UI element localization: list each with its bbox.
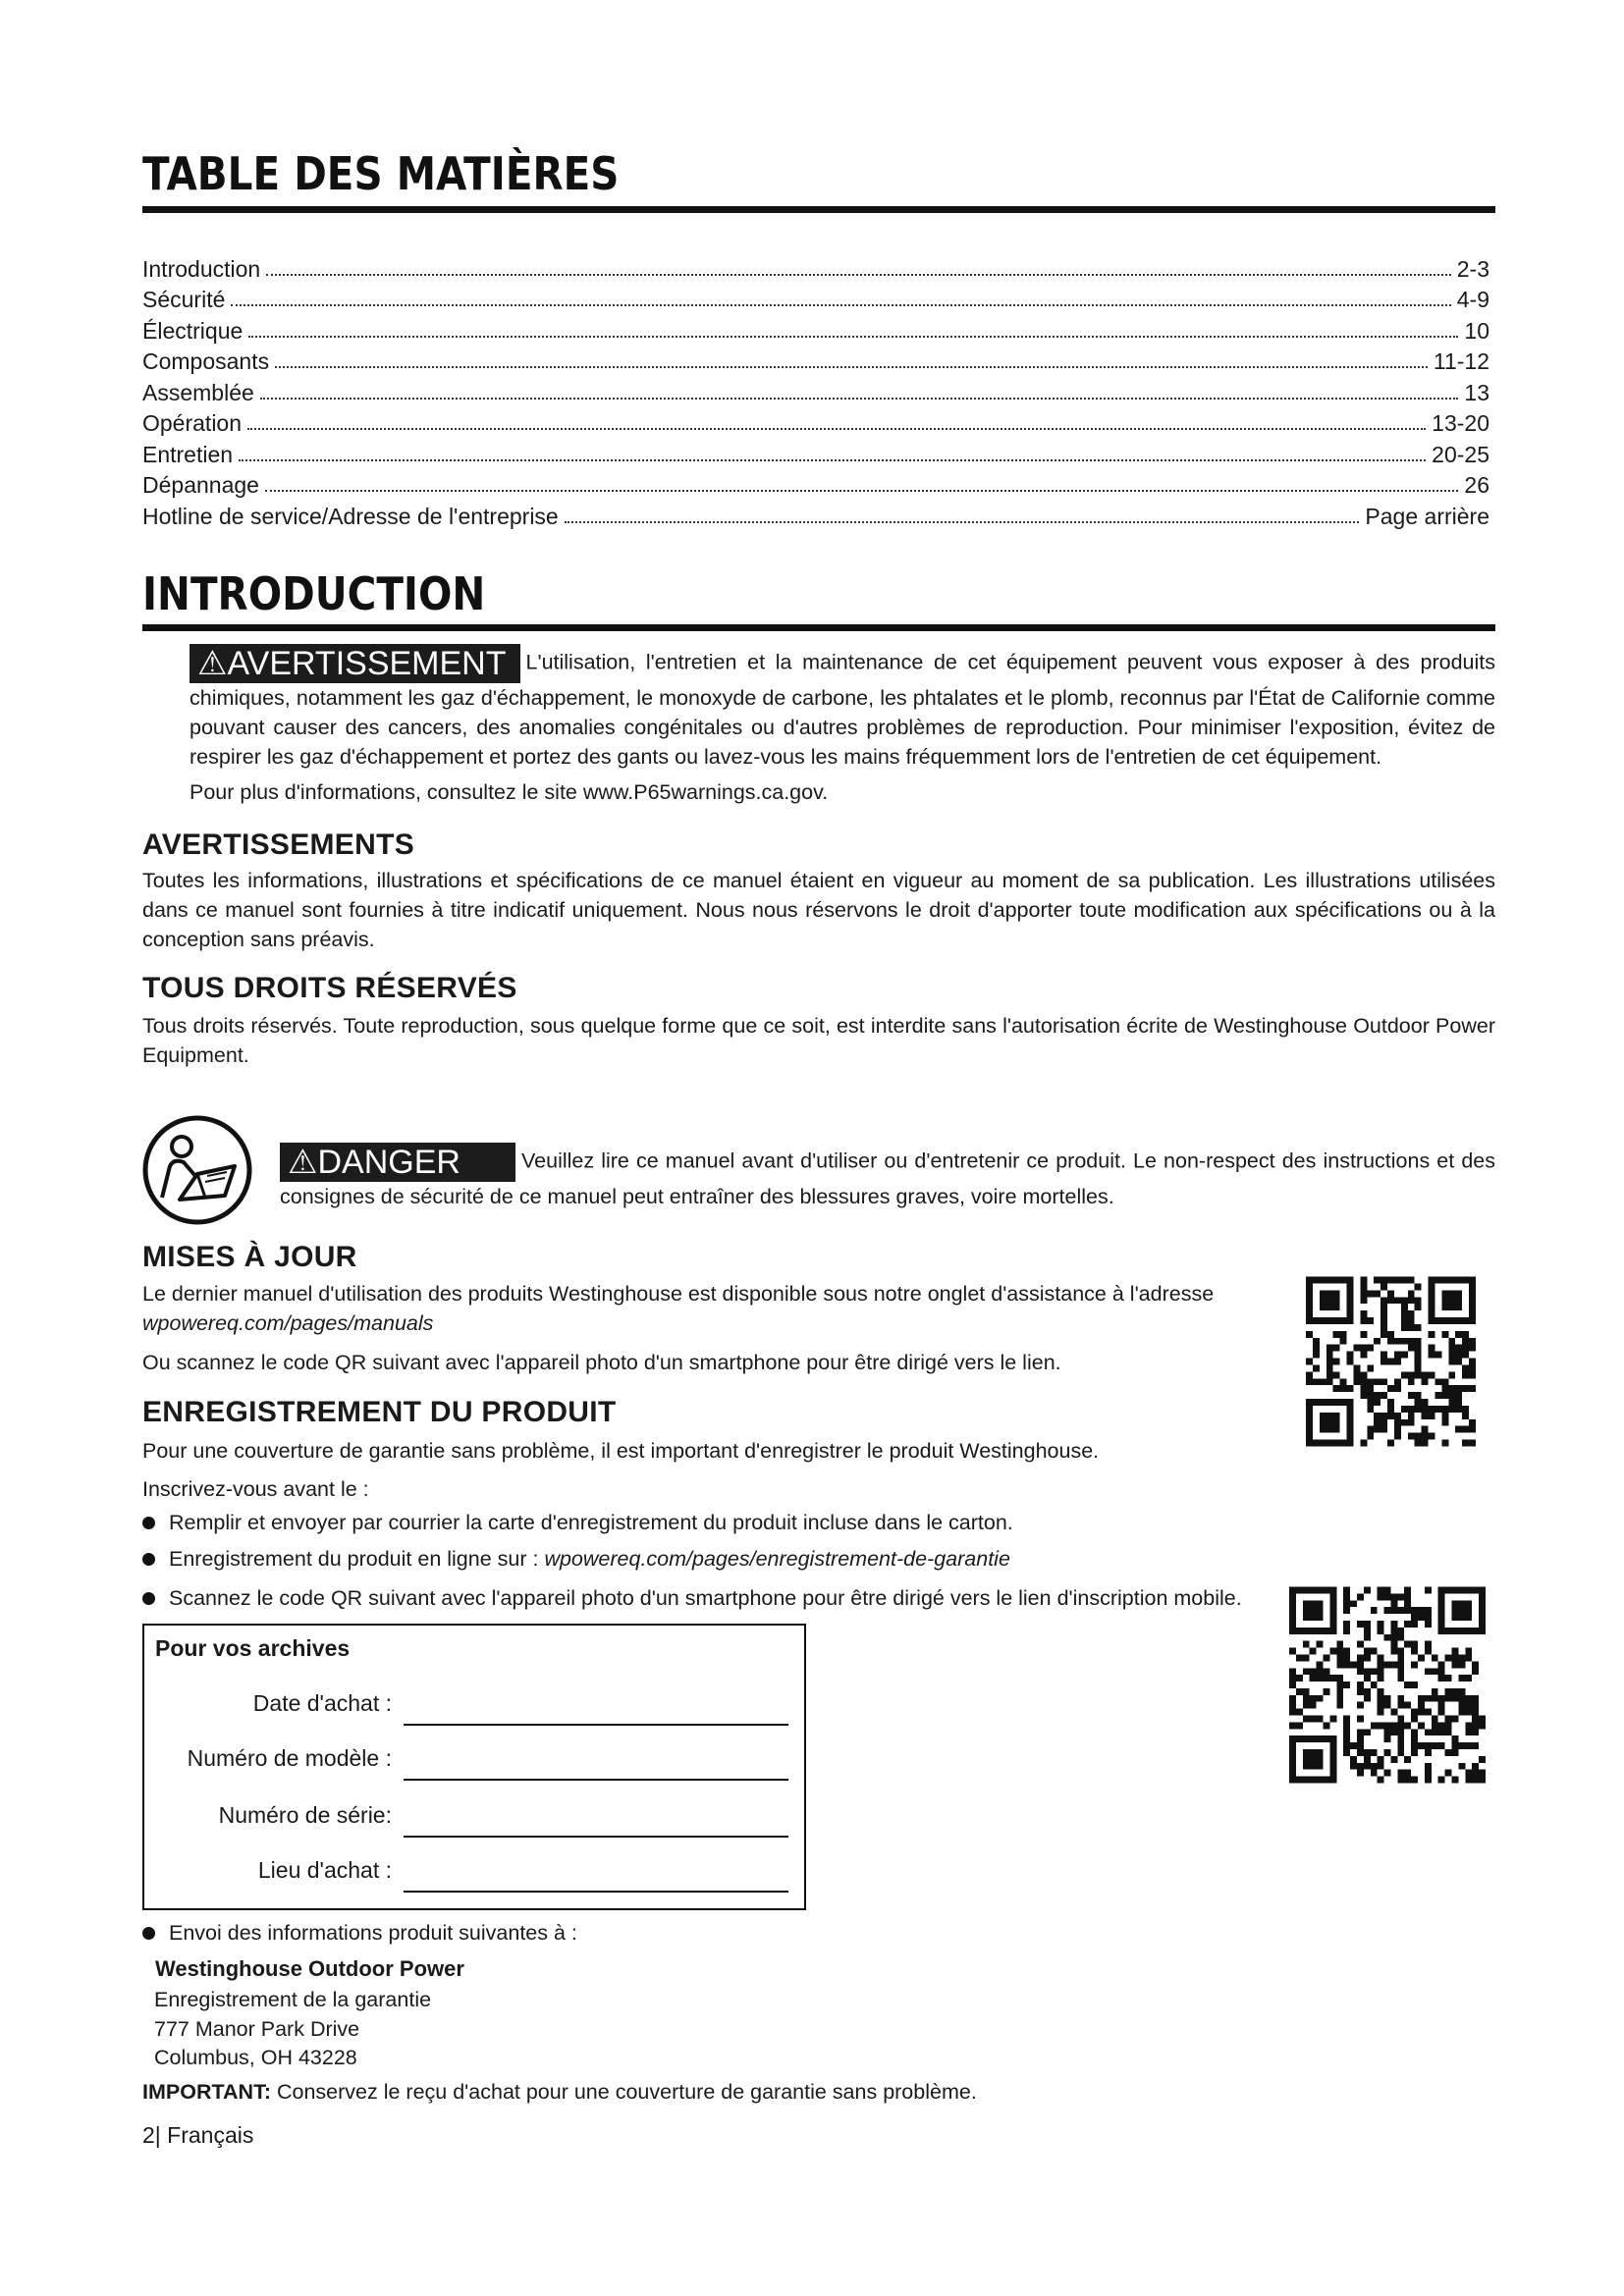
read-manual-icon	[140, 1113, 254, 1227]
intro-rule	[142, 624, 1495, 631]
bullet-scan-text: Scannez le code QR suivant avec l'appareil photo d'un smartphone pour être dirigé vers le lien d'inscription mobile.	[169, 1586, 1242, 1610]
toc-entry-page: 11-12	[1433, 348, 1489, 374]
toc-entry-page: 26	[1464, 472, 1489, 498]
toc-entry-label: Dépannage	[142, 472, 259, 498]
toc-entry[interactable]	[142, 499, 1489, 530]
danger-text: Veuillez lire ce manuel avant d'utiliser ou d'entretenir ce produit. Le non-respect des instructions et des consignes de sécurité de ce manuel peut entraîner des blessures graves, voire mortelles.	[280, 1148, 1495, 1208]
danger-triangle-icon: ⚠	[288, 1144, 318, 1181]
warning-badge	[189, 644, 520, 683]
danger-notice	[280, 1143, 1495, 1211]
mail-address-line3: Columbus, OH 43228	[154, 2046, 357, 2069]
serial-number-field[interactable]	[404, 1836, 788, 1838]
toc-entry-label: Électrique	[142, 317, 244, 344]
toc-entry[interactable]	[142, 313, 1489, 345]
mail-address	[154, 1986, 431, 2073]
droits-text: Tous droits réservés. Toute reproduction, sous quelque forme que ce soit, est interdite sans l'autorisation écrite de Westinghouse Outdoor Power Equipment.	[142, 1014, 1495, 1067]
toc-entry-page: 10	[1464, 317, 1489, 344]
important-label: IMPORTANT:	[142, 2080, 271, 2104]
toc-leader-dots	[266, 274, 1451, 276]
bullet-icon	[142, 1517, 155, 1529]
prop65-warning	[189, 644, 1495, 807]
enregistrement-intro: Pour une couverture de garantie sans problème, il est important d'enregistrer le produit Westinghouse.	[142, 1439, 1100, 1463]
toc-entry-page: 2-3	[1456, 255, 1489, 282]
model-number-field[interactable]	[404, 1779, 788, 1781]
purchase-place-field[interactable]	[404, 1891, 788, 1893]
toc-entry[interactable]	[142, 468, 1489, 500]
page-language: Français	[167, 2122, 254, 2148]
toc-entry-label: Opération	[142, 410, 243, 436]
toc-entry-label: Composants	[142, 348, 270, 374]
mises-a-jour-scan: Ou scannez le code QR suivant avec l'appareil photo d'un smartphone pour être dirigé vers le lien.	[142, 1351, 1061, 1374]
toc-leader-dots	[275, 366, 1428, 368]
bullet-scan	[142, 1586, 1242, 1611]
bullet-online-text: Enregistrement du produit en ligne sur :	[169, 1547, 539, 1571]
toc-entry-label: Sécurité	[142, 287, 226, 312]
toc-entry-label: Hotline de service/Adresse de l'entreprise	[142, 503, 559, 529]
toc-rule	[142, 206, 1495, 213]
danger-badge-label: DANGER	[317, 1144, 460, 1181]
warranty-link[interactable]: wpowereq.com/pages/enregistrement-de-garantie	[544, 1547, 1010, 1571]
purchase-place-label: Lieu d'achat :	[257, 1857, 392, 1883]
records-box	[142, 1624, 806, 1910]
bullet-mail-card	[142, 1511, 1013, 1535]
toc-leader-dots	[247, 428, 1426, 430]
droits-title: TOUS DROITS RÉSERVÉS	[142, 972, 517, 1004]
registration-qr-code[interactable]	[1289, 1586, 1486, 1784]
important-note	[142, 2080, 977, 2105]
toc-entry[interactable]	[142, 406, 1489, 438]
toc-leader-dots	[265, 490, 1458, 492]
toc-entry-page: 13	[1464, 379, 1489, 405]
model-number-row	[144, 1745, 804, 1785]
table-of-contents	[142, 251, 1489, 530]
toc-leader-dots	[239, 459, 1426, 461]
purchase-date-field[interactable]	[404, 1724, 788, 1726]
toc-leader-dots	[231, 304, 1450, 306]
toc-entry-label: Entretien	[142, 441, 234, 467]
bullet-icon	[142, 1592, 155, 1605]
toc-title: TABLE DES MATIÈRES	[142, 147, 620, 200]
mail-address-line2: 777 Manor Park Drive	[154, 2016, 360, 2041]
toc-entry-page: 4-9	[1456, 287, 1489, 312]
records-title: Pour vos archives	[155, 1635, 351, 1661]
toc-entry[interactable]	[142, 283, 1489, 314]
bullet-icon	[142, 1927, 155, 1940]
warning-badge-label: AVERTISSEMENT	[227, 645, 507, 682]
bullet-mail-card-text: Remplir et envoyer par courrier la carte d'enregistrement du produit incluse dans le carton.	[169, 1511, 1013, 1534]
purchase-place-row	[144, 1857, 804, 1896]
page-number: 2|	[142, 2122, 161, 2148]
intro-heading-wrap	[142, 567, 532, 620]
serial-number-row	[144, 1802, 804, 1842]
intro-title: INTRODUCTION	[142, 567, 486, 620]
bullet-icon	[142, 1553, 155, 1566]
mail-address-line1: Enregistrement de la garantie	[154, 1988, 432, 2011]
toc-entry-page: 20-25	[1432, 441, 1489, 467]
toc-entry[interactable]	[142, 375, 1489, 406]
toc-entry-label: Assemblée	[142, 379, 254, 405]
toc-entry-page: Page arrière	[1365, 503, 1489, 529]
model-number-label: Numéro de modèle :	[187, 1745, 392, 1771]
purchase-date-row	[144, 1690, 804, 1730]
serial-number-label: Numéro de série:	[218, 1802, 392, 1828]
mises-a-jour-text	[142, 1279, 1291, 1338]
toc-heading-wrap	[142, 147, 684, 200]
enregistrement-title: ENREGISTREMENT DU PRODUIT	[142, 1396, 617, 1428]
bullet-online	[142, 1547, 1010, 1572]
mises-a-jour-body: Le dernier manuel d'utilisation des produits Westinghouse est disponible sous notre onglet d'assistance à l'adresse	[142, 1282, 1215, 1306]
danger-badge	[280, 1143, 515, 1182]
toc-entry-label: Introduction	[142, 255, 261, 282]
avertissements-text: Toutes les informations, illustrations et spécifications de ce manuel étaient en vigueur au moment de sa publication. Les illustrations utilisées dans ce manuel sont fournies à titre indicatif uniquement. Nous nous réservons le droit d'apporter toute modification aux spécifications ou à la conception sans préavis.	[142, 869, 1495, 951]
toc-entry[interactable]	[142, 437, 1489, 468]
warning-more: Pour plus d'informations, consultez le site www.P65warnings.ca.gov.	[189, 780, 829, 804]
bullet-mail-info	[142, 1921, 577, 1946]
important-text: Conservez le reçu d'achat pour une couverture de garantie sans problème.	[276, 2080, 977, 2104]
mises-a-jour-title: MISES À JOUR	[142, 1241, 357, 1273]
toc-leader-dots	[248, 336, 1458, 338]
warning-text: L'utilisation, l'entretien et la maintenance de cet équipement peuvent vous exposer à des produits chimiques, notamment les gaz d'échappement, le monoxyde de carbone, les phtalates et le plomb, reconnus par l'État de Californie comme pouvant causer des cancers, des anomalies congénitales ou d'autres problèmes de reproduction. Pour minimiser l'exposition, évitez de respirer les gaz d'échappement et portez des gants ou lavez-vous les mains fréquemment lors de l'entretien de cet équipement.	[189, 650, 1495, 769]
toc-entry[interactable]	[142, 251, 1489, 283]
purchase-date-label: Date d'achat :	[252, 1690, 392, 1716]
enregistrement-before: Inscrivez-vous avant le :	[142, 1477, 369, 1501]
toc-entry-page: 13-20	[1432, 410, 1489, 436]
avertissements-title: AVERTISSEMENTS	[142, 828, 415, 861]
manuals-qr-code[interactable]	[1306, 1276, 1476, 1447]
page-footer	[142, 2122, 253, 2149]
toc-leader-dots	[260, 398, 1459, 400]
toc-entry[interactable]	[142, 345, 1489, 376]
mail-info-text: Envoi des informations produit suivantes à :	[169, 1921, 577, 1945]
mail-company: Westinghouse Outdoor Power	[155, 1956, 464, 1981]
manuals-link[interactable]: wpowereq.com/pages/manuals	[142, 1311, 434, 1335]
warning-triangle-icon: ⚠	[197, 645, 228, 682]
toc-leader-dots	[565, 521, 1360, 523]
